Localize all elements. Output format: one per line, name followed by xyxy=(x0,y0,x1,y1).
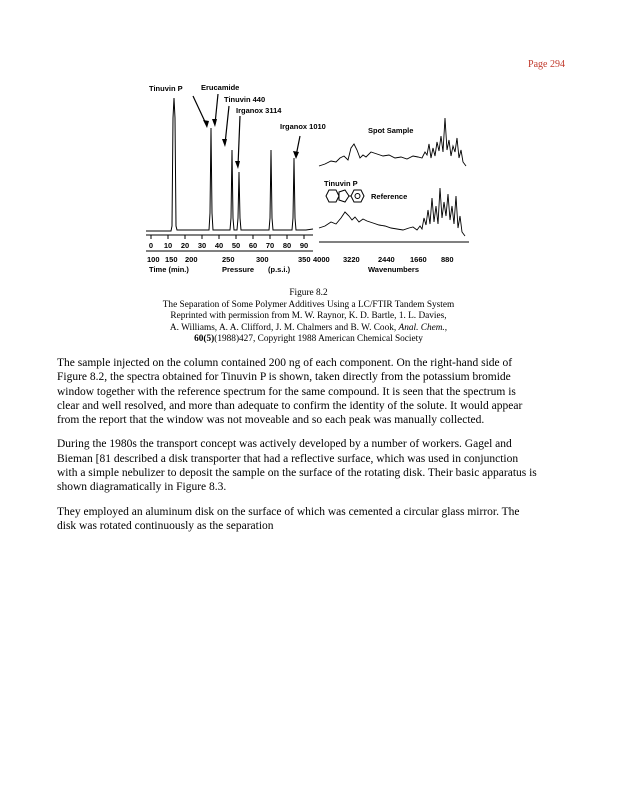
figure-8-2 xyxy=(143,78,473,278)
chromatogram-trace xyxy=(146,98,313,231)
paragraph xyxy=(57,356,577,427)
time-tick: 70 xyxy=(265,241,275,250)
wavenumber-tick: 2440 xyxy=(378,255,395,264)
time-tick: 40 xyxy=(214,241,224,250)
wavenumber-tick-labels xyxy=(313,255,454,264)
page-number: Page 294 xyxy=(528,59,565,70)
label-reference: Reference xyxy=(371,192,408,201)
time-axis-title: Time (min.) xyxy=(149,265,189,274)
caption-journal: Anal. Chem., xyxy=(398,322,448,333)
text-line: The sample injected on the column contained 200 ng of each component. On the right-hand side of xyxy=(57,357,513,369)
figure-caption xyxy=(100,288,517,346)
wavenumber-tick: 1660 xyxy=(410,255,427,264)
time-tick: 50 xyxy=(231,241,241,250)
text-line: clear and well resolved, and more than adequate to confirm the identity of the solute. It would appear xyxy=(57,399,523,412)
time-tick: 30 xyxy=(197,241,207,250)
time-tick: 20 xyxy=(180,241,190,250)
caption-figure-number: Figure 8.2 xyxy=(289,288,328,298)
caption-authors: A. Williams, A. A. Clifford, J. M. Chalmers and B. W. Cook, xyxy=(169,322,397,333)
caption-title: The Separation of Some Polymer Additives Using a LC/FTIR Tandem System xyxy=(162,299,455,310)
pressure-tick: 100 xyxy=(147,255,160,264)
pressure-tick: 300 xyxy=(256,255,269,264)
caption-line xyxy=(100,334,517,346)
caption-citation: (1988)427, Copyright 1988 American Chemical Society xyxy=(214,334,423,345)
text-line: They employed an aluminum disk on the surface of which was cemented a circular glass mirror. The xyxy=(57,505,520,518)
caption-line: Reprinted with permission from M. W. Raynor, K. D. Bartle, 1. L. Davies, xyxy=(170,311,447,322)
body-text xyxy=(57,356,577,543)
label-irganox-1010: Irganox 1010 xyxy=(280,122,326,131)
text-line: from the report that the window was not moveable and so each peak was manually collected. xyxy=(57,414,485,427)
time-tick: 80 xyxy=(282,241,292,250)
text-line: disk was rotated continuously as the separation xyxy=(57,519,274,532)
psi-unit-label: (p.s.i.) xyxy=(268,265,291,274)
time-tick: 0 xyxy=(148,241,154,250)
time-tick-labels xyxy=(149,241,308,250)
pressure-tick: 250 xyxy=(222,255,235,264)
wavenumber-tick: 880 xyxy=(441,255,454,264)
wavenumber-axis-title: Wavenumbers xyxy=(368,265,419,274)
text-line: window together with the reference spectrum for the same compound. It is seen that the spectrum is xyxy=(57,385,516,398)
wavenumber-tick: 3220 xyxy=(343,255,360,264)
label-tinuvin-440: Tinuvin 440 xyxy=(224,95,266,104)
pressure-tick: 150 xyxy=(165,255,178,264)
label-irganox-3114: Irganox 3114 xyxy=(236,106,282,115)
text-line: shown diagramatically in Figure 8.3. xyxy=(57,481,227,494)
tinuvin-p-structure-icon xyxy=(326,190,364,202)
text-line: Figure 8.2, the spectra obtained for Tinuvin P is shown, taken directly from the potassium bromide xyxy=(57,371,511,384)
pressure-tick: 350 xyxy=(298,255,311,264)
pressure-axis-title: Pressure xyxy=(222,265,255,274)
label-tinuvin-p: Tinuvin P xyxy=(149,84,183,93)
time-axis-ticks xyxy=(151,235,304,239)
time-tick: 90 xyxy=(299,241,309,250)
paragraph xyxy=(57,437,577,494)
time-tick: 10 xyxy=(163,241,173,250)
time-tick: 60 xyxy=(248,241,258,250)
text-line: with a simple nebulizer to deposit the sample on the surface of the rotating disk. Their basic apparatus is xyxy=(57,467,537,480)
chromatogram-spectra-figure xyxy=(143,78,473,278)
label-spot-sample: Spot Sample xyxy=(368,126,414,135)
label-erucamide: Erucamide xyxy=(201,83,240,92)
caption-line xyxy=(100,323,517,335)
paragraph xyxy=(57,505,577,534)
text-line: Bieman [81 described a disk transporter that had a reflective surface, which was used in conjunction xyxy=(57,452,519,465)
caption-volume: 60(5) xyxy=(194,334,215,345)
text-line: During the 1980s the transport concept was actively developed by a number of workers. Gagel and xyxy=(57,438,512,451)
pressure-tick: 200 xyxy=(185,255,198,264)
pressure-tick-labels xyxy=(147,255,311,264)
label-tinuvin-p-reference: Tinuvin P xyxy=(324,179,358,188)
wavenumber-tick: 4000 xyxy=(313,255,330,264)
